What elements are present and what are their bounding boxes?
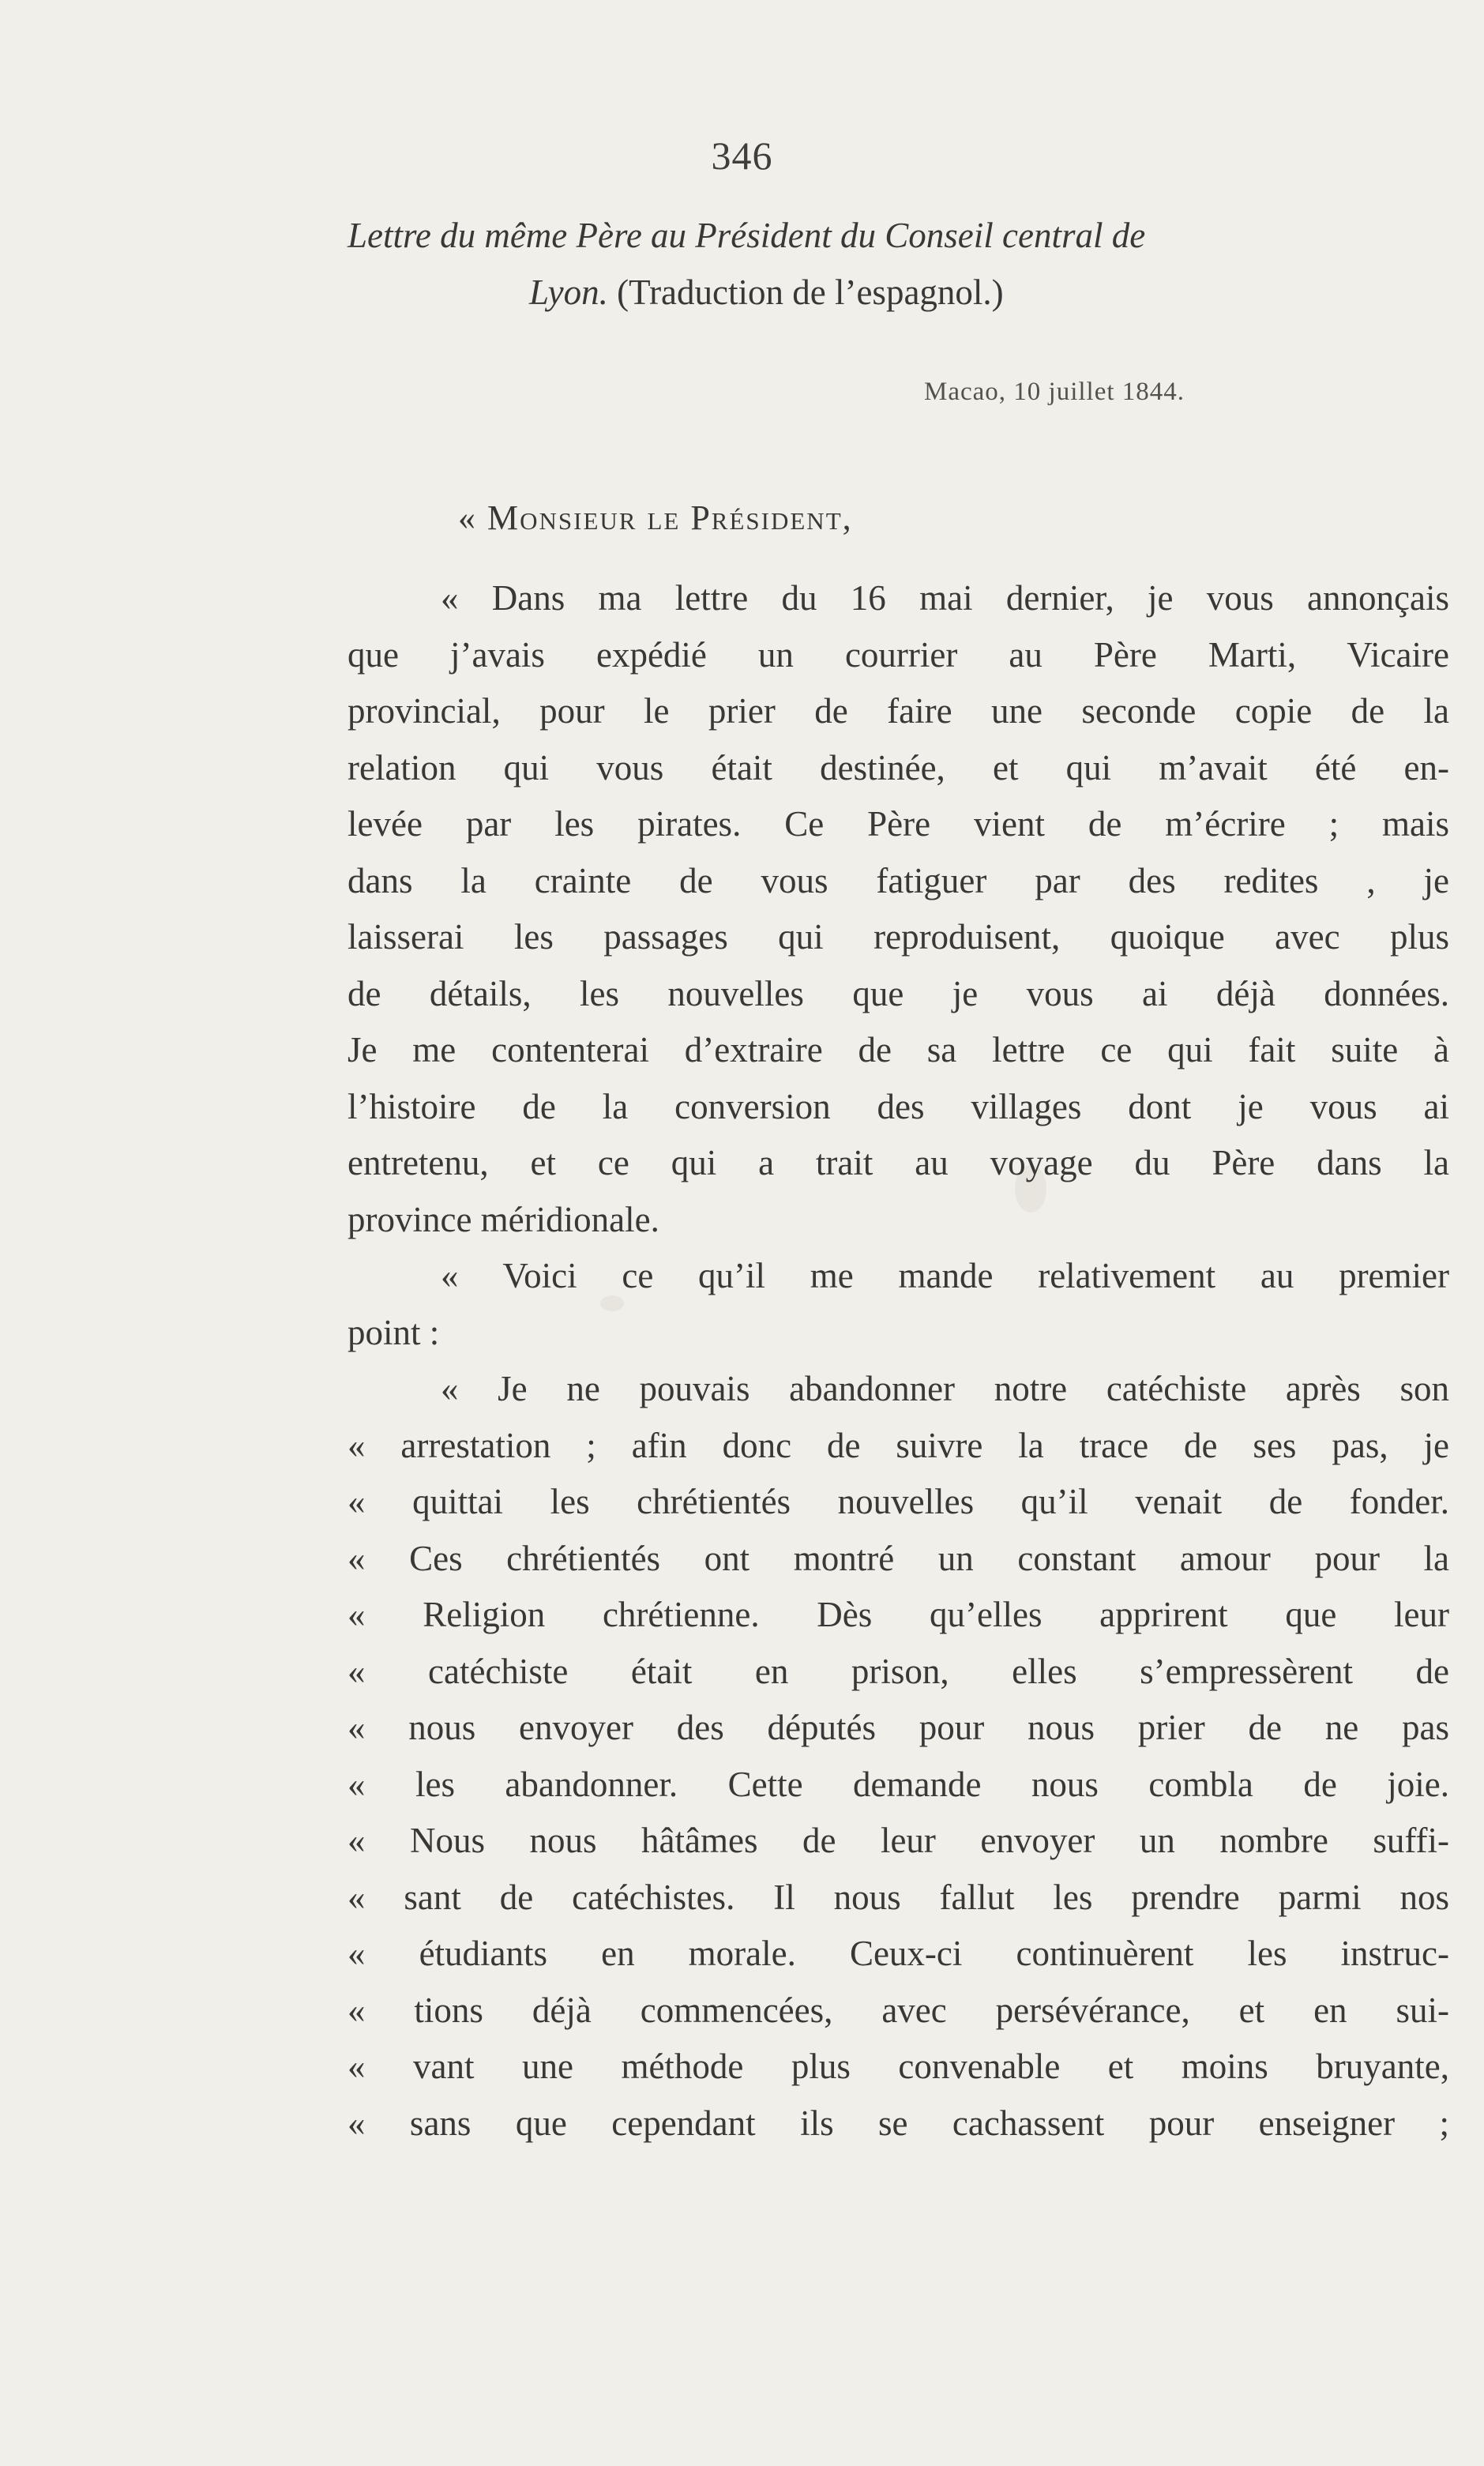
body-line: de détails, les nouvelles que je vous ai déjà données.	[348, 973, 1449, 1013]
body-line: laisserai les passages qui reproduisent, quoique avec plus	[348, 917, 1449, 957]
quoted-line: « Ces chrétientés ont montré un constant amour pour la	[348, 1538, 1449, 1578]
quoted-line: « vant une méthode plus convenable et moins bruyante,	[348, 2047, 1449, 2086]
salutation-text: Monsieur le Président	[487, 498, 843, 537]
body-line: entretenu, et ce qui a trait au voyage du Père dans la	[348, 1143, 1449, 1182]
quoted-line: « sant de catéchistes. Il nous fallut les prendre parmi nos	[348, 1877, 1449, 1917]
quoted-line: « catéchiste était en prison, elles s’empressèrent de	[348, 1651, 1449, 1691]
body-line: relation qui vous était destinée, et qui m’avait été en-	[348, 747, 1449, 788]
body-line: que j’avais expédié un courrier au Père Marti, Vicaire	[348, 634, 1449, 675]
letter-title	[348, 207, 1430, 321]
quoted-line: « arrestation ; afin donc de suivre la trace de ses pas, je	[348, 1425, 1449, 1465]
body-line: l’histoire de la conversion des villages dont je vous ai	[348, 1086, 1449, 1126]
letter-title-line-2	[348, 264, 1430, 321]
letter-title-line-1	[348, 207, 1430, 264]
body-line: province méridionale.	[348, 1199, 659, 1239]
letter-title-italic-2: Lyon.	[529, 273, 608, 312]
quoted-line: « quittai les chrétientés nouvelles qu’il venait de fonder.	[348, 1482, 1449, 1521]
body-line: « Voici ce qu’il me mande relativement au premier	[441, 1256, 1449, 1295]
letter-title-translation-note: (Traduction de l’espagnol.)	[607, 273, 1004, 312]
salutation-open-quote: «	[458, 498, 487, 537]
quoted-line: « Religion chrétienne. Dès qu’elles apprirent que leur	[348, 1595, 1449, 1634]
body-line: dans la crainte de vous fatiguer par des redites , je	[348, 860, 1449, 900]
quoted-line: « sans que cependant ils se cachassent pour enseigner ;	[348, 2103, 1449, 2143]
quoted-line: « Nous nous hâtâmes de leur envoyer un nombre suffi-	[348, 1821, 1449, 1860]
dateline: Macao, 10 juillet 1844.	[924, 378, 1185, 406]
body-line: Je me contenterai d’extraire de sa lettre ce qui fait suite à	[348, 1030, 1449, 1069]
quoted-line: « nous envoyer des députés pour nous prier de ne pas	[348, 1708, 1449, 1747]
quoted-line: « Je ne pouvais abandonner notre catéchiste après son	[441, 1369, 1449, 1408]
quoted-line: « tions déjà commencées, avec persévérance, et en sui-	[348, 1990, 1449, 2030]
body-line: point :	[348, 1312, 440, 1352]
body-line: provincial, pour le prier de faire une seconde copie de la	[348, 691, 1449, 731]
letter-title-italic-1: Lettre du même Père au Président du Conseil central de	[348, 216, 1146, 255]
quoted-line: « étudiants en morale. Ceux-ci continuèrent les instruc-	[348, 1934, 1449, 1973]
page-number: 346	[711, 133, 773, 178]
body-line: « Dans ma lettre du 16 mai dernier, je vous annonçais	[441, 578, 1449, 618]
body-line: levée par les pirates. Ce Père vient de m’écrire ; mais	[348, 804, 1449, 844]
quoted-line: « les abandonner. Cette demande nous combla de joie.	[348, 1764, 1449, 1804]
salutation-comma: ,	[842, 498, 853, 537]
letter-body	[348, 570, 1449, 2152]
salutation	[458, 498, 853, 538]
